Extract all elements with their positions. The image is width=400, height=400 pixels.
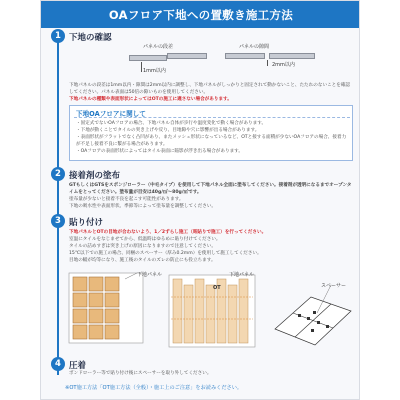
paragraph: 15℃以下での施工の場合、同梱のスペーサー（厚み0.2mm）を使用して施工してください。 [69,251,262,256]
step4-text [69,370,354,377]
fig-label-step: パネルの段差 [143,44,174,50]
floor-check-figure [129,43,319,77]
step-title-1: 下地の確認 [69,33,112,43]
fig-dim-step: 1mm以内 [143,68,166,74]
fig-spacer-label: スペーサー [321,283,347,289]
paragraph: GTもしくはGTSをスポンジローラー（中毛タイプ）を使用して下地パネル全面に塗布してください。接着剤が透明になるまでオープンタイムをとってください。塗布量が目安は40g/㎡～80g/㎡です。 [69,183,352,195]
plank [239,279,248,343]
dimension-line [141,62,142,72]
tile-surface [275,297,351,345]
step-title-4: 圧着 [69,361,87,371]
dimension-line [267,60,268,66]
plank [184,285,193,343]
fig-under-panel-label: 下地パネル [137,272,163,278]
fig-label-gap: パネルの隙間 [239,44,270,50]
plank [173,279,182,343]
step-timeline [57,37,59,375]
fig-dim-gap: 2mm以内 [272,62,295,68]
step1-text [69,82,354,103]
spacer-mark [326,325,329,328]
plank [206,285,215,343]
tile [105,325,119,339]
staggered-planks-figure [165,267,261,353]
panel-shape [129,55,167,61]
fig-ot-label: OT [213,285,221,291]
step-title-3: 貼り付け [69,218,104,228]
step2-text [69,182,354,210]
panel-shape [167,53,207,59]
tile [105,293,119,307]
note-box-body [76,120,348,155]
paragraph: タイルの詰めすぎは突き上げの原因になりますので注意してください。 [69,244,216,249]
plank [228,285,237,343]
step3-text [69,229,354,264]
fig-under-panel-label-2: 下地パネル [229,272,255,278]
paragraph: 目地の幅が均等になり、施工後のタイルのズレの防止にも役立ちます。 [69,258,216,263]
paragraph: ボンドローラー等で貼り付け後にスペーサーを取り外してください。 [69,371,212,376]
panel-shape [269,53,315,59]
warning-paragraph: 下地パネルの種類や表面形状によってはOTの施工に適さない場合があります。 [69,97,232,102]
step-title-2: 接着剤の塗布 [69,171,121,181]
step-number-4: 4 [51,357,65,371]
list-item: ・表面形状がフラットでなく凸凹があり、またメッシュ形状になっているなど、OTと接する面積が少ないOAフロアの場合、接着力が不足し接着不良に繋がる場合があります。 [76,135,347,147]
spacer-mark [307,317,310,320]
tile [73,293,87,307]
tile [89,277,103,291]
paragraph: 室温にタイルをなじませてから、低温時はゆるめに貼り付けてください。 [69,237,221,242]
tile [73,325,87,339]
spacer-mark [298,314,301,317]
tile [89,309,103,323]
step-number-2: 2 [51,167,65,181]
spacer-mark [311,329,314,332]
tile [73,309,87,323]
panel-shape [225,53,265,59]
list-item: ・下地が動くことでタイルの突き上げや反り、目地隙や穴に影響が出る場合があります。 [76,128,260,133]
footer-note: ※OT施工方法「OT施工方法（全般）・施工上のご注意」をお読みください。 [65,385,243,391]
plank [195,279,204,343]
step-number-1: 1 [51,29,65,43]
tile [105,309,119,323]
list-item: ・固定式でないOAフロアの場合、下地パネル自体が歩行や温度変化で動く場合があります。 [76,121,267,126]
tile [89,325,103,339]
tile [73,277,87,291]
list-item: ・OAフロアの表面形状によってはタイル表面に陥影が浮き出る場合があります。 [76,149,244,154]
paragraph: 下地の吸水性や表面形状、季節等によって塗布量を調整してください。 [69,204,217,209]
warning-paragraph: 下地パネルとOTの目地が合わないよう、1／2ずらし施工（馬貼りで施工）を行ってください。 [69,230,267,235]
paragraph: 塗布量が少ないと接着不良を起こす可能性があります。 [69,197,184,202]
page-title: OAフロア下地への置敷き施工方法 [41,1,360,28]
tile-grid-figure [67,267,149,353]
instruction-sheet [40,0,360,400]
note-box-title: 下地OAフロアに関して [76,110,146,118]
tile [89,293,103,307]
paragraph: 下地パネルの段差は1mm以内・隙間は2mm以内に調整し、下地パネルがしっかりと固定されて動かないこと、たたれのないことを確認してください。パネル表面は50倍の隙いものを使用してください。 [69,83,351,95]
spacer-figure [271,267,355,353]
tile [105,277,119,291]
divider [74,117,350,118]
spacer-mark [313,311,316,314]
step-number-3: 3 [51,214,65,228]
spacer-mark [317,321,320,324]
oa-floor-note-box [69,105,353,161]
